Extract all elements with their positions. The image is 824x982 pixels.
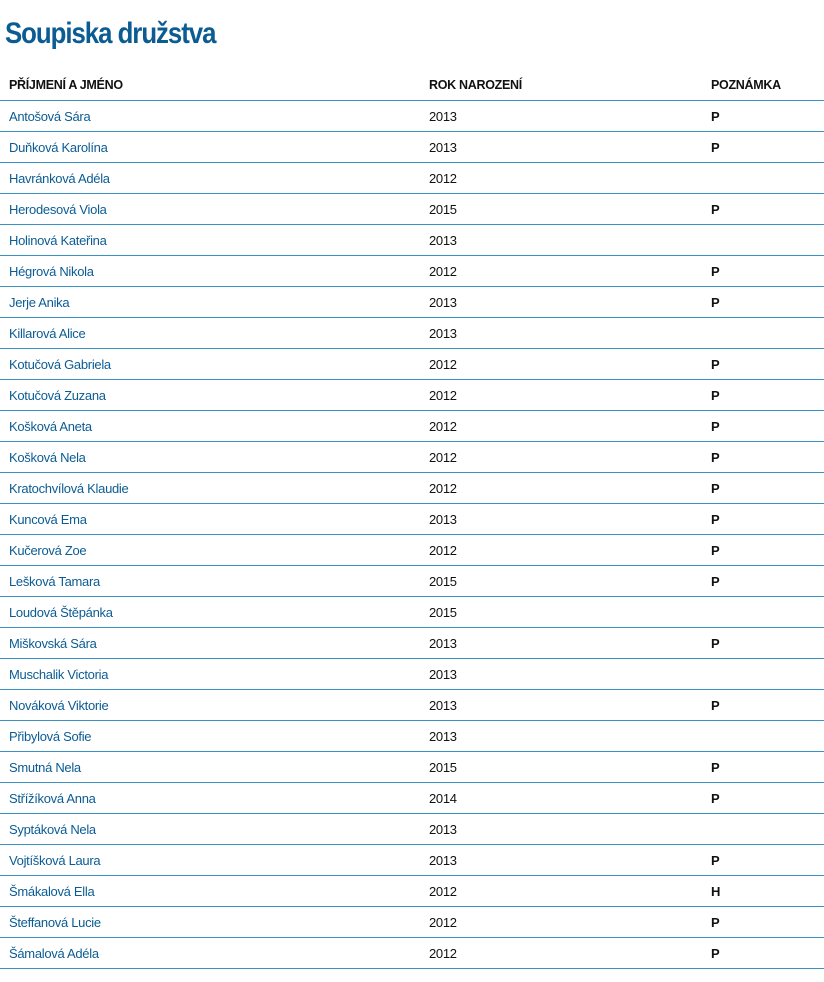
table-row [0, 442, 824, 473]
player-name-link[interactable]: Kratochvílová Klaudie [0, 473, 428, 504]
note: H [710, 876, 824, 907]
note: P [710, 938, 824, 969]
table-row [0, 194, 824, 225]
note: P [710, 628, 824, 659]
table-row [0, 287, 824, 318]
birth-year: 2013 [428, 659, 710, 690]
birth-year: 2012 [428, 473, 710, 504]
roster-table-header [0, 70, 824, 101]
birth-year: 2012 [428, 535, 710, 566]
note [710, 318, 824, 349]
birth-year: 2012 [428, 442, 710, 473]
birth-year: 2012 [428, 380, 710, 411]
note: P [710, 349, 824, 380]
note: P [710, 194, 824, 225]
birth-year: 2012 [428, 938, 710, 969]
birth-year: 2015 [428, 194, 710, 225]
roster-table [0, 70, 824, 969]
column-header-name: PŘÍJMENÍ A JMÉNO [0, 70, 428, 101]
table-row [0, 845, 824, 876]
header-row [0, 70, 824, 101]
player-name-link[interactable]: Kotučová Zuzana [0, 380, 428, 411]
table-row [0, 473, 824, 504]
birth-year: 2013 [428, 132, 710, 163]
player-name-link[interactable]: Kotučová Gabriela [0, 349, 428, 380]
birth-year: 2013 [428, 721, 710, 752]
player-name-link[interactable]: Loudová Štěpánka [0, 597, 428, 628]
birth-year: 2015 [428, 566, 710, 597]
player-name-link[interactable]: Herodesová Viola [0, 194, 428, 225]
birth-year: 2012 [428, 876, 710, 907]
birth-year: 2013 [428, 101, 710, 132]
birth-year: 2012 [428, 349, 710, 380]
player-name-link[interactable]: Kuncová Ema [0, 504, 428, 535]
birth-year: 2012 [428, 411, 710, 442]
note [710, 721, 824, 752]
note: P [710, 566, 824, 597]
table-row [0, 566, 824, 597]
note: P [710, 690, 824, 721]
birth-year: 2012 [428, 907, 710, 938]
table-row [0, 752, 824, 783]
note: P [710, 535, 824, 566]
player-name-link[interactable]: Duňková Karolína [0, 132, 428, 163]
table-row [0, 783, 824, 814]
player-name-link[interactable]: Muschalik Victoria [0, 659, 428, 690]
table-row [0, 349, 824, 380]
player-name-link[interactable]: Košková Aneta [0, 411, 428, 442]
birth-year: 2013 [428, 225, 710, 256]
table-row [0, 132, 824, 163]
table-row [0, 814, 824, 845]
birth-year: 2012 [428, 163, 710, 194]
table-row [0, 938, 824, 969]
note: P [710, 101, 824, 132]
player-name-link[interactable]: Vojtíšková Laura [0, 845, 428, 876]
birth-year: 2012 [428, 256, 710, 287]
player-name-link[interactable]: Killarová Alice [0, 318, 428, 349]
table-row [0, 318, 824, 349]
table-row [0, 163, 824, 194]
player-name-link[interactable]: Jerje Anika [0, 287, 428, 318]
player-name-link[interactable]: Holinová Kateřina [0, 225, 428, 256]
birth-year: 2013 [428, 845, 710, 876]
note [710, 597, 824, 628]
table-row [0, 411, 824, 442]
note [710, 659, 824, 690]
player-name-link[interactable]: Přibylová Sofie [0, 721, 428, 752]
table-row [0, 907, 824, 938]
player-name-link[interactable]: Havránková Adéla [0, 163, 428, 194]
player-name-link[interactable]: Miškovská Sára [0, 628, 428, 659]
note: P [710, 442, 824, 473]
table-row [0, 597, 824, 628]
birth-year: 2013 [428, 690, 710, 721]
player-name-link[interactable]: Hégrová Nikola [0, 256, 428, 287]
table-row [0, 380, 824, 411]
birth-year: 2015 [428, 597, 710, 628]
player-name-link[interactable]: Šteffanová Lucie [0, 907, 428, 938]
note: P [710, 411, 824, 442]
player-name-link[interactable]: Kučerová Zoe [0, 535, 428, 566]
note: P [710, 752, 824, 783]
player-name-link[interactable]: Smutná Nela [0, 752, 428, 783]
note [710, 814, 824, 845]
table-row [0, 721, 824, 752]
player-name-link[interactable]: Střížíková Anna [0, 783, 428, 814]
table-row [0, 690, 824, 721]
note: P [710, 845, 824, 876]
table-row [0, 504, 824, 535]
note: P [710, 907, 824, 938]
player-name-link[interactable]: Nováková Viktorie [0, 690, 428, 721]
player-name-link[interactable]: Košková Nela [0, 442, 428, 473]
roster-table-body [0, 101, 824, 969]
note: P [710, 504, 824, 535]
birth-year: 2013 [428, 628, 710, 659]
birth-year: 2015 [428, 752, 710, 783]
note: P [710, 473, 824, 504]
table-row [0, 659, 824, 690]
table-row [0, 225, 824, 256]
column-header-note: POZNÁMKA [710, 70, 824, 101]
player-name-link[interactable]: Lešková Tamara [0, 566, 428, 597]
table-row [0, 628, 824, 659]
table-row [0, 535, 824, 566]
note [710, 225, 824, 256]
birth-year: 2013 [428, 318, 710, 349]
birth-year: 2014 [428, 783, 710, 814]
birth-year: 2013 [428, 814, 710, 845]
player-name-link[interactable]: Syptáková Nela [0, 814, 428, 845]
note: P [710, 380, 824, 411]
table-row [0, 256, 824, 287]
birth-year: 2013 [428, 504, 710, 535]
note: P [710, 256, 824, 287]
note [710, 163, 824, 194]
player-name-link[interactable]: Šmákalová Ella [0, 876, 428, 907]
player-name-link[interactable]: Antošová Sára [0, 101, 428, 132]
table-row [0, 101, 824, 132]
note: P [710, 132, 824, 163]
table-row [0, 876, 824, 907]
column-header-birth-year: ROK NAROZENÍ [428, 70, 710, 101]
birth-year: 2013 [428, 287, 710, 318]
player-name-link[interactable]: Šámalová Adéla [0, 938, 428, 969]
note: P [710, 287, 824, 318]
page-title: Soupiska družstva [5, 17, 216, 50]
note: P [710, 783, 824, 814]
